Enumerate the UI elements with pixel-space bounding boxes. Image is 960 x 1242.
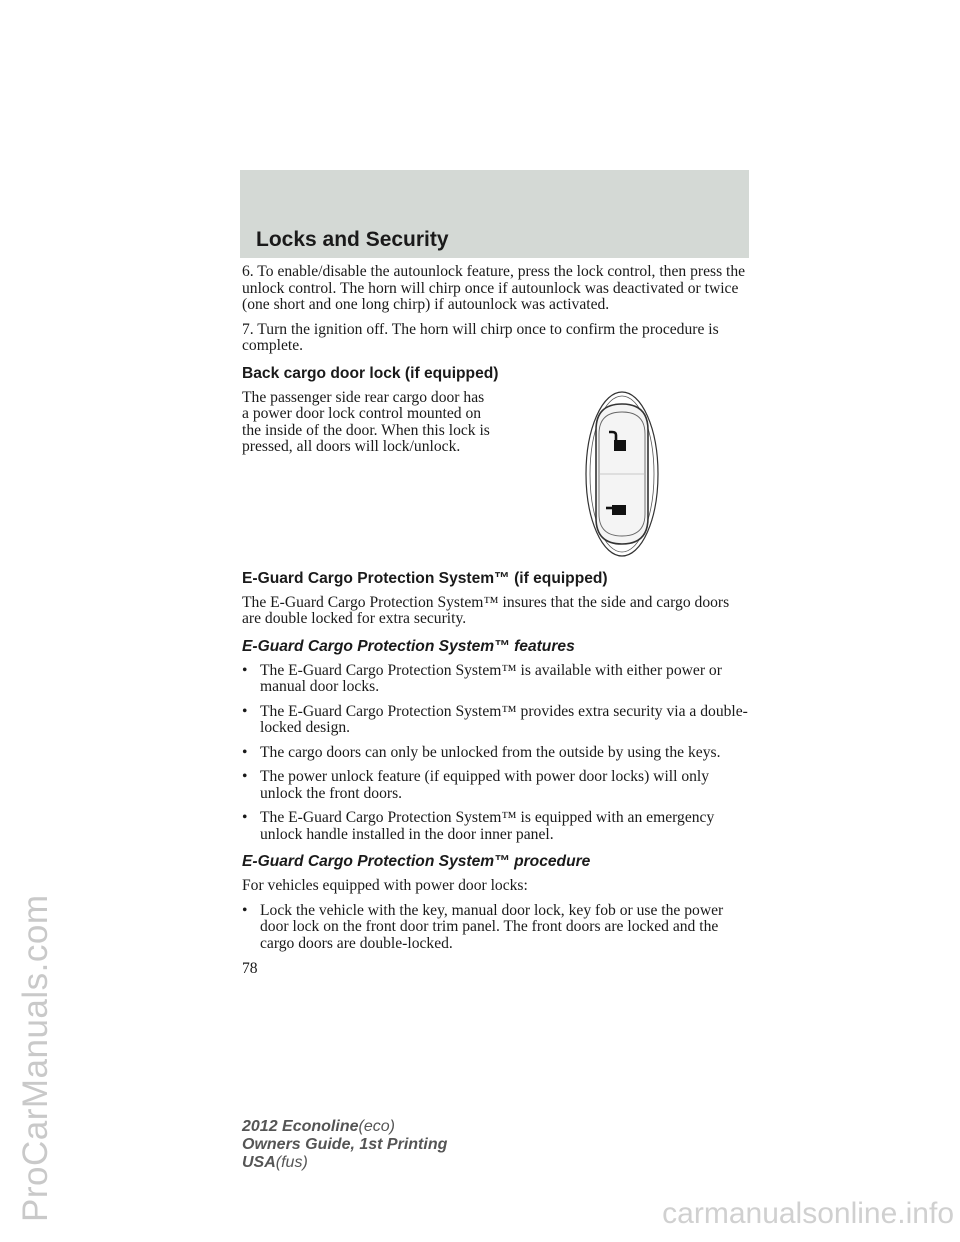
print-footer [242,1118,447,1172]
bullet-icon: • [242,901,248,919]
section-header [240,170,749,258]
eguard-procedure-heading: E-Guard Cargo Protection System™ procedure [242,853,591,870]
bullet-icon: • [242,743,248,761]
step-6: 6. To enable/disable the autounlock feature, press the lock control, then press the unlock control. The horn will chirp once if autounlock was deactivated or twice (one short and one long chirp) if autounlock was activated. [242,263,746,313]
list-item: • The E-Guard Cargo Protection System™ is equipped with an emergency unlock handle installed in the door inner panel. [242,809,715,843]
eguard-procedure-intro: For vehicles equipped with power door locks: [242,877,528,894]
list-item: • Lock the vehicle with the key, manual door lock, key fob or use the power door lock on the front door trim panel. The front doors are locked and the cargo doors are double-locked. [242,901,724,952]
footer-market-code: (fus) [275,1154,308,1171]
back-cargo-text: The passenger side rear cargo door has a power door lock control mounted on the inside of the door. When this lock is pressed, all doors will lock/unlock. [242,388,490,455]
footer-market: USA [242,1154,276,1171]
footer-printing: Owners Guide, 1st Printing [242,1136,448,1153]
eguard-heading: E-Guard Cargo Protection System™ (if equipped) [242,569,608,587]
door-lock-switch-icon [582,390,662,560]
bullet-icon: • [242,702,248,720]
watermark: ProCarManuals.com [16,894,55,1222]
bullet-icon: • [242,768,248,785]
eguard-features-heading: E-Guard Cargo Protection System™ features [242,637,575,655]
footer-model-code: (eco) [358,1118,395,1135]
section-title: Locks and Security [256,228,449,251]
site-watermark: carmanualsonline.info [662,1197,954,1230]
back-cargo-heading: Back cargo door lock (if equipped) [242,364,499,382]
page-content [242,264,750,978]
footer-model: 2012 Econoline [242,1118,359,1135]
step-7: 7. Turn the ignition off. The horn will chirp once to confirm the procedure is complete. [242,320,719,354]
list-item: • The E-Guard Cargo Protection System™ is available with either power or manual door locks. [242,661,722,695]
bullet-icon: • [242,661,248,679]
eguard-intro: The E-Guard Cargo Protection System™ insures that the side and cargo doors are double locked for extra security. [242,593,730,627]
back-cargo-section [242,390,750,560]
page-number: 78 [242,960,258,977]
eguard-procedure-list [242,903,750,953]
list-item: • The E-Guard Cargo Protection System™ provides extra security via a double-locked design. [242,702,748,736]
bullet-icon: • [242,809,248,826]
list-item: • The power unlock feature (if equipped with power door locks) will only unlock the front doors. [242,768,710,802]
eguard-features-list [242,663,750,844]
list-item: • The cargo doors can only be unlocked from the outside by using the keys. [242,743,721,761]
